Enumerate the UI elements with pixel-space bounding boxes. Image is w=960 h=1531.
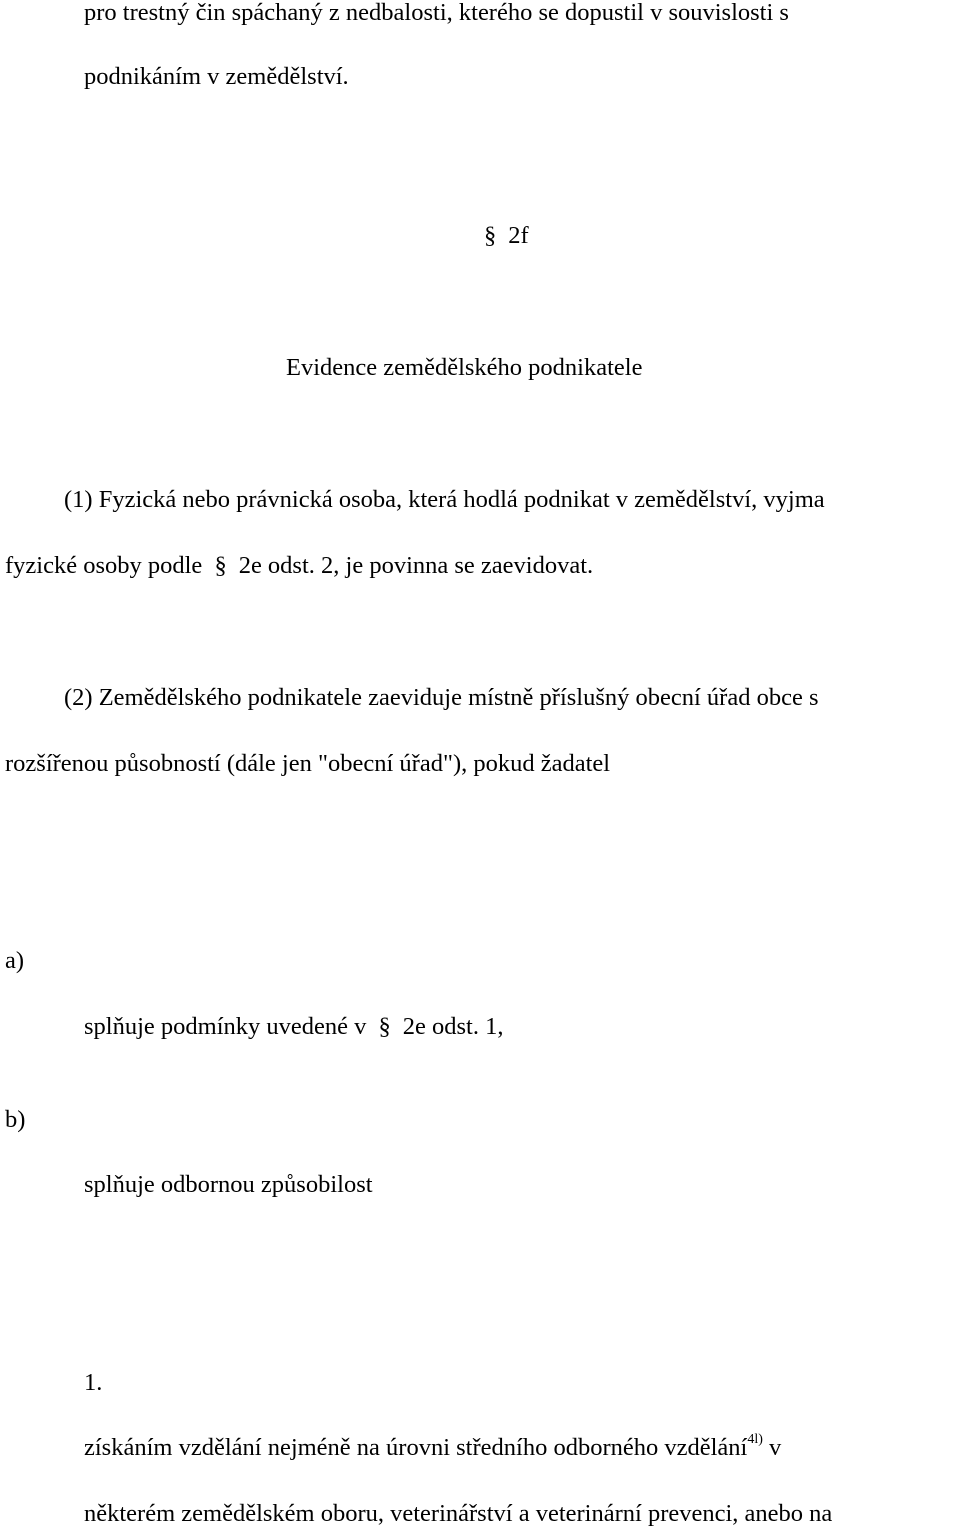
paragraph-2-line-2: rozšířenou působností (dále jen "obecní úřad"), pokud žadatel: [5, 750, 611, 777]
item-a-text: [84, 1012, 503, 1042]
subitem-1-marker: 1.: [84, 1369, 103, 1396]
subitem-1-line-2: některém zemědělském oboru, veterinářství a veterinární prevenci, anebo na: [84, 1500, 833, 1527]
footnote-reference: 4l): [747, 1431, 763, 1447]
paragraph-1-text-after: 2e odst. 2, je povinna se zaevidovat.: [238, 552, 594, 579]
paragraph-1-text-before: fyzické osoby podle: [5, 552, 203, 579]
item-b-marker: b): [5, 1106, 26, 1133]
section-symbol: §: [484, 222, 497, 249]
item-a-text-after: 2e odst. 1,: [402, 1013, 504, 1040]
subitem-1-text-after: v: [762, 1434, 782, 1461]
subitem-1-text-before: získáním vzdělání nejméně na úrovni středního odborného vzdělání: [84, 1434, 748, 1461]
section-number: 2f: [508, 222, 529, 249]
intro-line-1: pro trestný čin spáchaný z nedbalosti, kterého se dopustil v souvislosti s: [84, 0, 789, 26]
section-symbol: §: [378, 1013, 391, 1040]
paragraph-1-line-2: [5, 551, 593, 581]
item-b-text: splňuje odbornou způsobilost: [84, 1171, 373, 1198]
section-symbol: §: [214, 552, 227, 579]
section-title: Evidence zemědělského podnikatele: [286, 354, 643, 381]
section-heading: [484, 221, 529, 251]
paragraph-2-line-1: (2) Zemědělského podnikatele zaeviduje místně příslušný obecní úřad obce s: [64, 684, 819, 711]
subitem-1-line-1: [84, 1433, 781, 1463]
intro-line-2: podnikáním v zemědělství.: [84, 63, 349, 90]
item-a-text-before: splňuje podmínky uvedené v: [84, 1013, 367, 1040]
item-a-marker: a): [5, 947, 25, 974]
paragraph-1-line-1: (1) Fyzická nebo právnická osoba, která hodlá podnikat v zemědělství, vyjma: [64, 486, 825, 513]
